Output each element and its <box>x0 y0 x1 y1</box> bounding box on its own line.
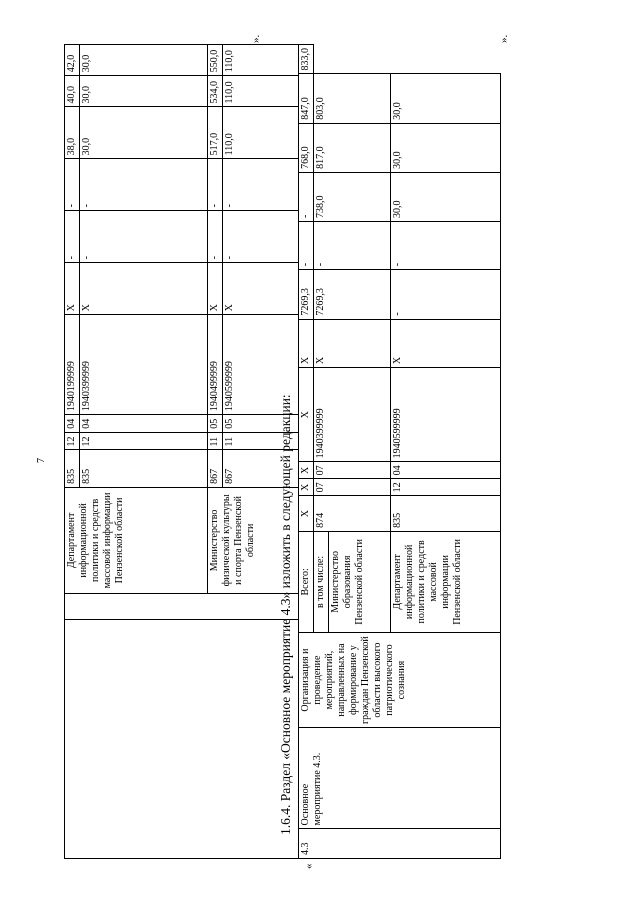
grbs-cell: 874 <box>314 496 391 531</box>
grbs-cell: 835 <box>391 496 501 531</box>
vr-cell: X <box>391 319 501 367</box>
pr-cell: 04 <box>391 462 501 479</box>
rz-cell: 11 <box>208 432 223 450</box>
csr-cell: 1940499999 <box>208 315 223 415</box>
value-cell: - <box>391 221 501 269</box>
value-cell: - <box>65 159 80 211</box>
closing-quote: ». <box>250 34 262 43</box>
grbs-cell: 867 <box>223 450 299 487</box>
name-cell: Основное мероприятие 4.3. <box>299 728 501 829</box>
pr-cell: 04 <box>80 415 208 433</box>
value-cell: - <box>314 221 391 269</box>
value-cell: - <box>299 221 314 269</box>
budget-table-2 <box>298 44 501 859</box>
value-cell: 803,0 <box>314 74 391 123</box>
pr-cell: 04 <box>65 415 80 433</box>
closing-quote: ». <box>498 34 510 43</box>
grbs-cell: X <box>299 496 314 531</box>
rz-cell: 12 <box>391 479 501 496</box>
including-label-cell: в том числе: <box>314 531 329 632</box>
csr-cell: 1940399999 <box>80 315 208 415</box>
value-cell: 42,0 <box>65 45 80 76</box>
value-cell: - <box>80 211 208 263</box>
value-cell: 7269,3 <box>314 270 391 319</box>
pr-cell: 05 <box>223 415 299 433</box>
grbs-cell: 835 <box>65 450 80 487</box>
value-cell: - <box>223 211 299 263</box>
value-cell: - <box>208 211 223 263</box>
vr-cell: X <box>299 319 314 367</box>
vr-cell: X <box>208 263 223 315</box>
empty-cell <box>65 619 299 858</box>
value-cell: 550,0 <box>208 45 223 76</box>
value-cell: 30,0 <box>391 74 501 123</box>
rz-cell: 07 <box>314 479 391 496</box>
table-row <box>299 45 314 859</box>
value-cell: - <box>208 159 223 211</box>
value-cell: - <box>391 270 501 319</box>
value-cell: 110,0 <box>223 45 299 76</box>
value-cell: 817,0 <box>314 123 391 172</box>
section-heading: 1.6.4. Раздел «Основное мероприятие 4.3» изложить в следующей редакции: <box>278 394 293 835</box>
csr-cell: 1940599999 <box>223 315 299 415</box>
csr-cell: X <box>299 368 314 462</box>
empty-cell <box>65 593 299 619</box>
value-cell: 517,0 <box>208 107 223 159</box>
csr-cell: 1940399999 <box>314 368 391 462</box>
org-cell: Министерство образования Пензенской области <box>329 531 391 632</box>
pr-cell: 07 <box>314 462 391 479</box>
value-cell: 738,0 <box>314 172 391 221</box>
value-cell: 110,0 <box>223 107 299 159</box>
value-cell: - <box>80 159 208 211</box>
org-cell: Министерство физической культуры и спорта Пензенской области <box>208 487 299 593</box>
vr-cell: X <box>314 319 391 367</box>
vr-cell: X <box>223 263 299 315</box>
value-cell: 30,0 <box>391 123 501 172</box>
org-cell: Департамент информационной политики и средств массовой информации Пензенской области <box>65 487 208 593</box>
value-cell: 534,0 <box>208 76 223 107</box>
value-cell: 110,0 <box>223 76 299 107</box>
rz-cell: X <box>299 479 314 496</box>
csr-cell: 1940599999 <box>391 368 501 462</box>
table-row <box>65 45 80 859</box>
value-cell: 768,0 <box>299 123 314 172</box>
vr-cell: X <box>65 263 80 315</box>
total-label-cell: Всего: <box>299 531 314 632</box>
value-cell: 30,0 <box>80 107 208 159</box>
value-cell: 847,0 <box>299 74 314 123</box>
open-quote: « <box>303 863 315 869</box>
description-cell: Организация и проведение мероприятий, направленных на формирование у граждан Пензенской области высокого патриотического сознания <box>299 632 501 727</box>
value-cell: 30,0 <box>80 45 208 76</box>
budget-table-1 <box>64 44 299 859</box>
value-cell: 30,0 <box>391 172 501 221</box>
value-cell: 38,0 <box>65 107 80 159</box>
value-cell: - <box>299 172 314 221</box>
rz-cell: 12 <box>80 432 208 450</box>
value-cell: 30,0 <box>80 76 208 107</box>
number-cell: 4.3 <box>299 829 501 859</box>
grbs-cell: 835 <box>80 450 208 487</box>
pr-cell: X <box>299 462 314 479</box>
rz-cell: 12 <box>65 432 80 450</box>
csr-cell: 1940199999 <box>65 315 80 415</box>
value-cell: - <box>223 159 299 211</box>
value-cell: - <box>65 211 80 263</box>
org-cell: Департамент информационной политики и средств массовой информации Пензенской области <box>391 531 501 632</box>
page-number: 7 <box>36 458 47 463</box>
vr-cell: X <box>80 263 208 315</box>
grbs-cell: 867 <box>208 450 223 487</box>
value-cell: 7269,3 <box>299 270 314 319</box>
value-cell: 833,0 <box>299 45 314 75</box>
value-cell: 40,0 <box>65 76 80 107</box>
pr-cell: 05 <box>208 415 223 433</box>
rz-cell: 11 <box>223 432 299 450</box>
